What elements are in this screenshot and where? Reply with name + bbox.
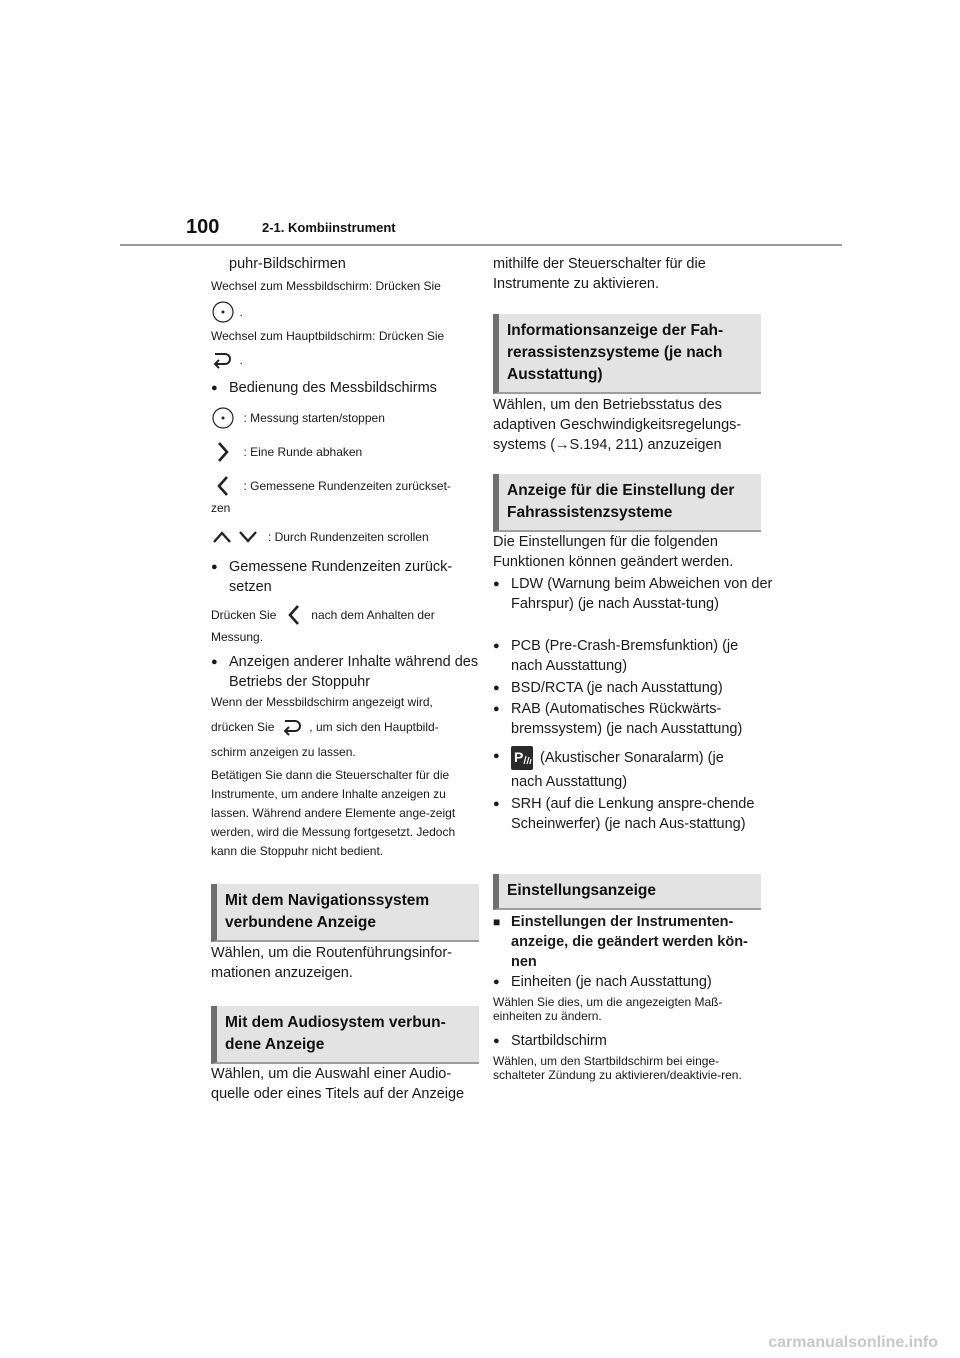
driver-assist-info-text: Wählen, um den Betriebsstatus des adaptiven Geschwindigkeitsregelungs-systems (→S.194, 211) anzuzeigen bbox=[493, 397, 742, 453]
left-column bbox=[211, 0, 479, 1358]
chevron-left-icon bbox=[281, 603, 307, 627]
left-para-1: puhr-Bildschirmen bbox=[229, 256, 346, 272]
sonar-text: (Akustischer Sonaralarm) (je bbox=[540, 749, 724, 766]
sonar-text-cont: nach Ausstattung) bbox=[511, 774, 628, 790]
circle-dot-icon bbox=[211, 300, 235, 324]
right-para-1: mithilfe der Steuerschalter für die Instrumente zu aktivieren. bbox=[493, 256, 706, 292]
chevron-right-icon bbox=[211, 440, 235, 464]
section-navigation: Mit dem Navigationssystem verbundene Anzeige bbox=[211, 884, 479, 942]
reset-laps-line bbox=[211, 603, 473, 629]
svg-text:P: ● P bbox=[514, 749, 524, 765]
chevron-left-icon bbox=[211, 474, 235, 498]
section-audio: Mit dem Audiosystem verbun-dene Anzeige bbox=[211, 1006, 479, 1064]
subheading-settings: ■ Einstellungen der Instrumenten-anzeige, die geändert werden kön-nen bbox=[493, 912, 773, 972]
start-stop-text: : Messung starten/stoppen bbox=[243, 411, 385, 426]
audio-text: Wählen, um die Auswahl einer Audio-quelle oder eines Titels auf der Anzeige bbox=[211, 1066, 465, 1102]
icon-row-start-stop bbox=[211, 406, 473, 432]
navigation-text: Wählen, um die Routenführungsinfor-mationen anzuzeigen. bbox=[211, 945, 452, 981]
bullet-units: ● Einheiten (je nach Ausstattung) bbox=[493, 972, 773, 992]
other-content-text-3: schirm anzeigen zu lassen. bbox=[211, 745, 356, 759]
other-content-line bbox=[211, 716, 473, 742]
reset-text-cont: zen bbox=[211, 501, 231, 515]
other-content-after: , um sich den Hauptbild- bbox=[309, 720, 439, 735]
bullet-start-screen: ● Startbildschirm bbox=[493, 1031, 773, 1051]
right-column bbox=[493, 0, 773, 1358]
bullet-rab: ● RAB (Automatisches Rückwärts-bremssystem) (je nach Ausstattung) bbox=[493, 699, 773, 739]
main-screen-line bbox=[211, 349, 473, 375]
bullet-other-content: ● Anzeigen anderer Inhalte während des Betriebs der Stoppuhr bbox=[211, 652, 491, 692]
other-content-press: drücken Sie bbox=[211, 720, 275, 735]
measure-line bbox=[211, 300, 473, 326]
bullet-bsd: ● BSD/RCTA (je nach Ausstattung) bbox=[493, 678, 773, 698]
left-para-2-end: . bbox=[239, 305, 243, 320]
reset-measure-text: Messung. bbox=[211, 630, 264, 644]
left-para-3: Wechsel zum Hauptbildschirm: Drücken Sie bbox=[211, 329, 445, 343]
chapter-title: 2-1. Kombiinstrument bbox=[262, 220, 396, 235]
chevron-up-icon bbox=[211, 527, 233, 547]
section-settings-display: Einstellungsanzeige bbox=[493, 874, 761, 910]
icon-row-reset bbox=[211, 474, 473, 500]
bullet-srh: ● SRH (auf die Lenkung anspre-chende Scheinwerfer) (je nach Aus-stattung) bbox=[493, 794, 773, 834]
page-number: 100 bbox=[186, 216, 220, 238]
bullet-ldw: ● LDW (Warnung beim Abweichen von der Fahrspur) (je nach Ausstat-tung) bbox=[493, 574, 773, 614]
left-para-2: Wechsel zum Messbildschirm: Drücken Sie bbox=[211, 279, 441, 293]
scroll-text: : Durch Rundenzeiten scrollen bbox=[267, 530, 429, 545]
start-screen-text: Wählen, um den Startbildschirm bei einge-schalteter Zündung zu aktivieren/deaktivie-ren. bbox=[493, 1054, 742, 1082]
bullet-reset-laps: ● Gemessene Rundenzeiten zurück-setzen bbox=[211, 557, 491, 597]
left-para-3-end: . bbox=[239, 353, 243, 368]
icon-row-lap bbox=[211, 440, 473, 466]
bullet-bedienung: ● Bedienung des Messbildschirms bbox=[211, 378, 491, 398]
chevron-down-icon bbox=[237, 527, 259, 547]
other-content-text-1: Wenn der Messbildschirm angezeigt wird, bbox=[211, 695, 433, 709]
circle-dot-icon bbox=[211, 406, 235, 430]
section-driver-assist-settings: Anzeige für die Einstellung der Fahrassistenzsysteme bbox=[493, 474, 761, 532]
back-arrow-icon bbox=[279, 716, 305, 738]
section-driver-assist-info: Informationsanzeige der Fah-rerassistenzsysteme (je nach Ausstattung) bbox=[493, 314, 761, 394]
reset-after-text: nach dem Anhalten der bbox=[311, 608, 435, 623]
watermark: carmanualsonline.info bbox=[768, 1334, 938, 1351]
settings-intro-text: Die Einstellungen für die folgenden Funktionen können geändert werden. bbox=[493, 534, 734, 570]
bullet-pcb: ● PCB (Pre-Crash-Bremsfunktion) (je nach Ausstattung) bbox=[493, 636, 773, 676]
icon-row-scroll bbox=[211, 527, 473, 553]
other-content-text-4: Betätigen Sie dann die Steuerschalter für die Instrumente, um andere Inhalte anzeigen zu lassen. Während andere Elemente ange-zeigt werden, wird die Messung fortgesetzt. Jedoch kann die Stoppuhr nicht bedient. bbox=[211, 768, 456, 858]
lap-text: : Eine Runde abhaken bbox=[243, 445, 363, 460]
reset-text: : Gemessene Rundenzeiten zurückset- bbox=[243, 479, 451, 494]
units-text: Wählen Sie dies, um die angezeigten Maß-einheiten zu ändern. bbox=[493, 995, 723, 1023]
back-arrow-icon bbox=[211, 349, 235, 371]
bullet-sonar bbox=[493, 746, 773, 770]
reset-press-text: Drücken Sie bbox=[211, 608, 277, 623]
parking-sonar-icon bbox=[511, 746, 533, 770]
